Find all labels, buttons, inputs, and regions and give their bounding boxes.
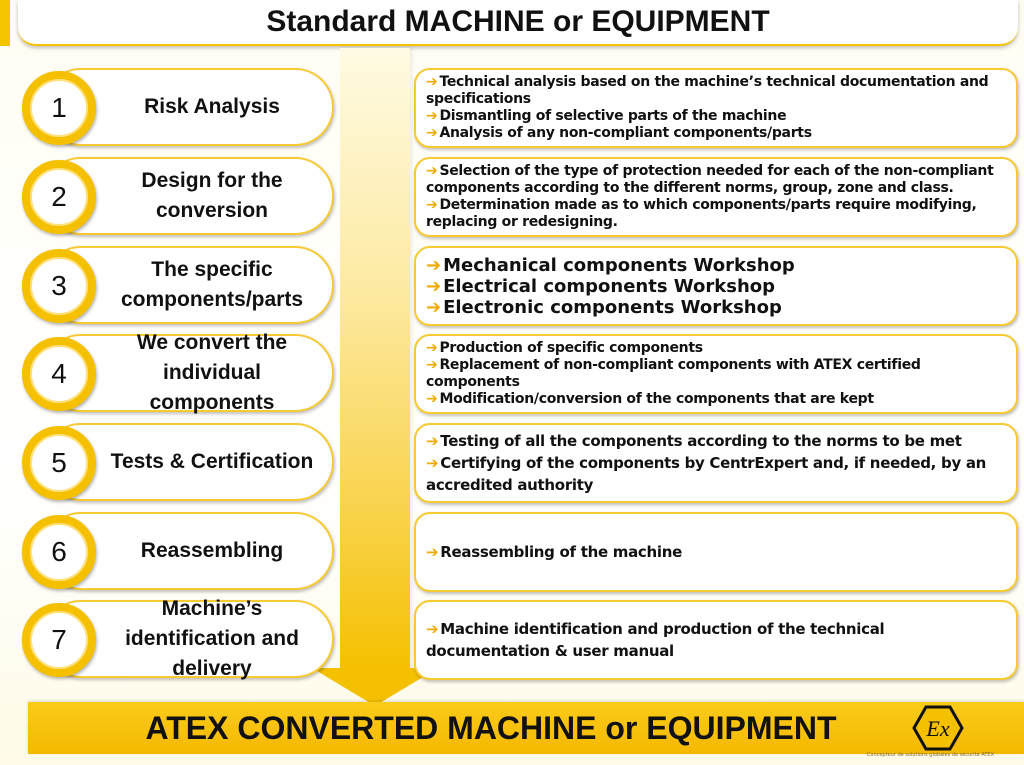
arrow-icon: ➔ — [426, 296, 442, 318]
description-line: ➔ Electrical components Workshop — [426, 275, 776, 297]
step-number-circle — [22, 160, 96, 234]
step-3 — [22, 246, 334, 326]
arrow-icon: ➔ — [426, 391, 438, 407]
step-4 — [22, 331, 334, 414]
arrow-icon: ➔ — [426, 197, 438, 213]
step-number: 5 — [51, 447, 67, 478]
title-bar — [18, 0, 1018, 46]
flow-arrow-shaft — [340, 48, 410, 670]
step-number: 7 — [51, 624, 67, 655]
description-line: ➔ Certifying of the components by CentrExpert and, if needed, by an accredited authority — [426, 454, 987, 494]
bottom-banner — [28, 702, 1024, 754]
step-number-circle — [22, 515, 96, 589]
description-line: ➔ Modification/conversion of the components that are kept — [426, 391, 874, 407]
arrow-icon: ➔ — [426, 163, 438, 179]
step-label: Tests & Certification — [110, 450, 314, 473]
arrow-icon: ➔ — [426, 543, 439, 561]
arrow-icon: ➔ — [426, 74, 438, 90]
description-box-7 — [414, 600, 1018, 680]
arrow-icon: ➔ — [426, 254, 442, 276]
description-box-5 — [414, 423, 1018, 503]
arrow-icon: ➔ — [426, 454, 439, 472]
step-7 — [22, 597, 334, 680]
bottom-banner-text: ATEX CONVERTED MACHINE or EQUIPMENT — [145, 709, 837, 746]
arrow-icon: ➔ — [426, 432, 439, 450]
step-number-circle — [22, 337, 96, 411]
atex-ex-logo-icon — [912, 705, 964, 751]
step-number: 3 — [51, 270, 67, 301]
logo-text: Ex — [926, 716, 950, 741]
description-box-3 — [414, 246, 1018, 326]
description-box-1 — [414, 68, 1018, 148]
step-label: Design for the conversion — [141, 169, 283, 222]
step-1 — [22, 68, 334, 148]
step-label: We convert the individual components — [136, 331, 288, 414]
description-line: ➔ Technical analysis based on the machine’s technical documentation and specifications — [426, 74, 989, 107]
step-number: 4 — [51, 358, 67, 389]
description-line: ➔ Electronic components Workshop — [426, 296, 782, 318]
step-number: 6 — [51, 536, 67, 567]
description-line: ➔ Production of specific components — [426, 340, 703, 356]
step-number-circle — [22, 426, 96, 500]
page-title: Standard MACHINE or EQUIPMENT — [266, 5, 770, 38]
description-line: ➔ Testing of all the components according to the norms to be met — [426, 432, 962, 450]
arrow-icon: ➔ — [426, 108, 438, 124]
description-box-4 — [414, 334, 1018, 414]
description-line: ➔ Mechanical components Workshop — [426, 254, 795, 276]
arrow-icon: ➔ — [426, 275, 442, 297]
description-box-2 — [414, 157, 1018, 237]
arrow-icon: ➔ — [426, 340, 438, 356]
arrow-icon: ➔ — [426, 620, 439, 638]
step-number: 2 — [51, 181, 67, 212]
step-6 — [22, 512, 334, 592]
description-line: ➔ Machine identification and production of the technical documentation & user manual — [426, 620, 885, 660]
step-number-circle — [22, 249, 96, 323]
top-accent — [0, 0, 10, 46]
description-box-6 — [414, 512, 1018, 592]
description-line: ➔ Dismantling of selective parts of the machine — [426, 108, 787, 124]
description-line: ➔ Reassembling of the machine — [426, 543, 682, 561]
step-5 — [22, 423, 334, 503]
description-line: ➔ Analysis of any non-compliant components/parts — [426, 125, 812, 141]
step-label: Risk Analysis — [144, 95, 280, 118]
arrow-icon: ➔ — [426, 357, 438, 373]
step-number-circle — [22, 603, 96, 677]
step-label: The specific components/parts — [120, 258, 304, 311]
description-line: ➔ Selection of the type of protection needed for each of the non-compliant components according to the different norms, group, zone and class. — [426, 163, 994, 196]
description-line: ➔ Replacement of non-compliant components with ATEX certified components — [426, 357, 921, 390]
step-2 — [22, 157, 334, 237]
step-number: 1 — [51, 92, 67, 123]
arrow-icon: ➔ — [426, 125, 438, 141]
description-line: ➔ Determination made as to which components/parts require modifying, replacing or redesigning. — [426, 197, 977, 230]
step-number-circle — [22, 71, 96, 145]
step-label: Machine’s identification and delivery — [125, 597, 299, 680]
step-label: Reassembling — [140, 539, 284, 562]
fine-print: Concepteur de solutions globales de sécurité ATEX — [866, 752, 994, 758]
